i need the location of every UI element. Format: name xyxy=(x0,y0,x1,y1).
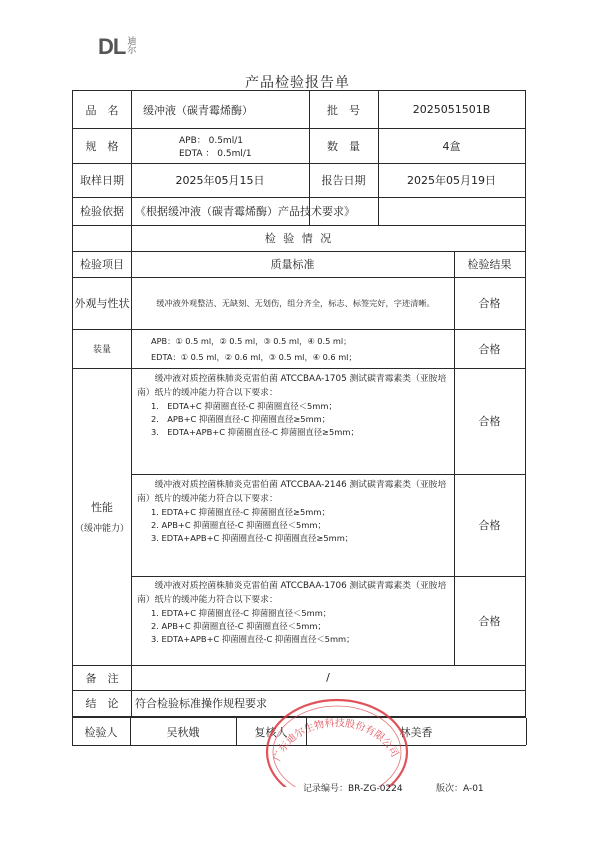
spec-value xyxy=(179,128,309,163)
sample-date-value: 2025年05月15日 xyxy=(175,174,265,187)
perf1-item-1: 1. EDTA+C 抑菌圈直径-C 抑菌圈直径＜5mm； xyxy=(151,401,337,411)
col-standard-header: 质量标准 xyxy=(270,258,315,271)
logo-name: 迪尔 xyxy=(127,37,137,56)
reviewer-label: 复核人 xyxy=(254,725,288,739)
report-form xyxy=(72,90,526,718)
performance-standard-3 xyxy=(137,579,451,663)
logo-mark: DL xyxy=(98,34,126,59)
report-date-label: 报告日期 xyxy=(321,174,366,187)
appearance-label: 外观与性状 xyxy=(74,297,130,310)
spec-label: 规 格 xyxy=(85,139,119,153)
perf2-item-1: 1. EDTA+C 抑菌圈直径-C 抑菌圈直径≥5mm； xyxy=(151,507,330,517)
performance-label-sub: （缓冲能力） xyxy=(74,524,129,534)
spec-line-edta: EDTA ： 0.5ml/1 xyxy=(179,148,252,159)
conclusion-label: 结 论 xyxy=(85,697,119,710)
report-title: 产品检验报告单 xyxy=(245,75,350,91)
version-number: 版次：A-01 xyxy=(436,784,484,794)
loading-standard xyxy=(151,331,451,367)
remark-value: / xyxy=(326,671,330,684)
col-result-header: 检验结果 xyxy=(467,258,512,271)
product-value: 缓冲液（碳青霉烯酶） xyxy=(143,103,253,117)
perf2-intro: 缓冲液对质控菌株肺炎克雷伯菌 ATCCBAA-2146 测试碳青霉素类（亚胺培南）纸片的缓冲能力符合以下要求： xyxy=(137,480,447,504)
performance-standard-2 xyxy=(137,478,451,574)
conclusion-value: 符合检验标准操作规程要求 xyxy=(135,697,267,710)
basis-value: 《根据缓冲液（碳青霉烯酶）产品技术要求》 xyxy=(135,205,355,218)
basis-label: 检验依据 xyxy=(80,205,124,218)
perf2-item-2: 2. APB+C 抑菌圈直径-C 抑菌圈直径＜5mm； xyxy=(151,520,326,530)
inspector-label: 检验人 xyxy=(84,725,118,739)
appearance-result: 合格 xyxy=(478,297,501,310)
perf1-intro: 缓冲液对质控菌株肺炎克雷伯菌 ATCCBAA-1705 测试碳青霉素类（亚胺培南）纸片的缓冲能力符合以下要求： xyxy=(137,374,447,398)
loading-edta: EDTA：① 0.5 ml，② 0.6 ml，③ 0.5 ml，④ 0.6 ml； xyxy=(151,352,357,362)
product-label: 品 名 xyxy=(85,103,119,117)
inspector-name: 吴秋娥 xyxy=(166,725,200,739)
performance-label-main: 性能 xyxy=(91,501,113,514)
batch-value: 2025051501B xyxy=(412,103,491,116)
perf3-intro: 缓冲液对质控菌株肺炎克雷伯菌 ATCCBAA-1706 测试碳青霉素类（亚胺培南）纸片的缓冲能力符合以下要求： xyxy=(137,581,447,605)
performance-label xyxy=(73,368,131,665)
loading-result: 合格 xyxy=(478,342,501,356)
seal-text: 广东迪尔生物科技股份有限公司 xyxy=(272,718,401,764)
spec-line-apb: APB： 0.5ml/1 xyxy=(179,135,243,146)
perf2-result: 合格 xyxy=(478,519,501,532)
perf3-item-2: 2. APB+C 抑菌圈直径-C 抑菌圈直径＜5mm； xyxy=(151,621,326,631)
perf3-item-1: 1. EDTA+C 抑菌圈直径-C 抑菌圈直径＜5mm； xyxy=(151,608,332,618)
perf3-item-3: 3. EDTA+APB+C 抑菌圈直径-C 抑菌圈直径＜5mm； xyxy=(151,634,355,644)
loading-label: 装量 xyxy=(92,345,111,355)
report-date-value: 2025年05月19日 xyxy=(407,174,496,187)
perf3-result: 合格 xyxy=(478,614,501,628)
perf1-item-2: 2. APB+C 抑菌圈直径-C 抑菌圈直径≥5mm； xyxy=(151,414,331,424)
perf1-result: 合格 xyxy=(478,415,501,428)
section-title: 检 验 情 况 xyxy=(264,232,334,245)
company-logo xyxy=(98,34,137,60)
qty-label: 数 量 xyxy=(327,139,360,153)
batch-label: 批 号 xyxy=(327,103,360,117)
performance-standard-1 xyxy=(137,372,451,472)
perf1-item-3: 3. EDTA+APB+C 抑菌圈直径-C 抑菌圈直径≥5mm； xyxy=(151,427,359,437)
record-number: 记录编号：BR-ZG-0224 xyxy=(303,784,403,794)
qty-value: 4盒 xyxy=(442,139,461,153)
remark-label: 备 注 xyxy=(85,671,119,685)
appearance-standard: 缓冲液外观整洁、无缺刻、无划伤，组分齐全，标志、标签完好，字迹清晰。 xyxy=(156,297,435,308)
loading-apb: APB：① 0.5 ml，② 0.5 ml，③ 0.5 ml，④ 0.5 ml； xyxy=(151,336,352,346)
sample-date-label: 取样日期 xyxy=(80,174,124,187)
reviewer-name: 林美香 xyxy=(399,725,433,739)
perf2-item-3: 3. EDTA+APB+C 抑菌圈直径-C 抑菌圈直径≥5mm； xyxy=(151,533,354,543)
col-item-header: 检验项目 xyxy=(80,258,124,271)
